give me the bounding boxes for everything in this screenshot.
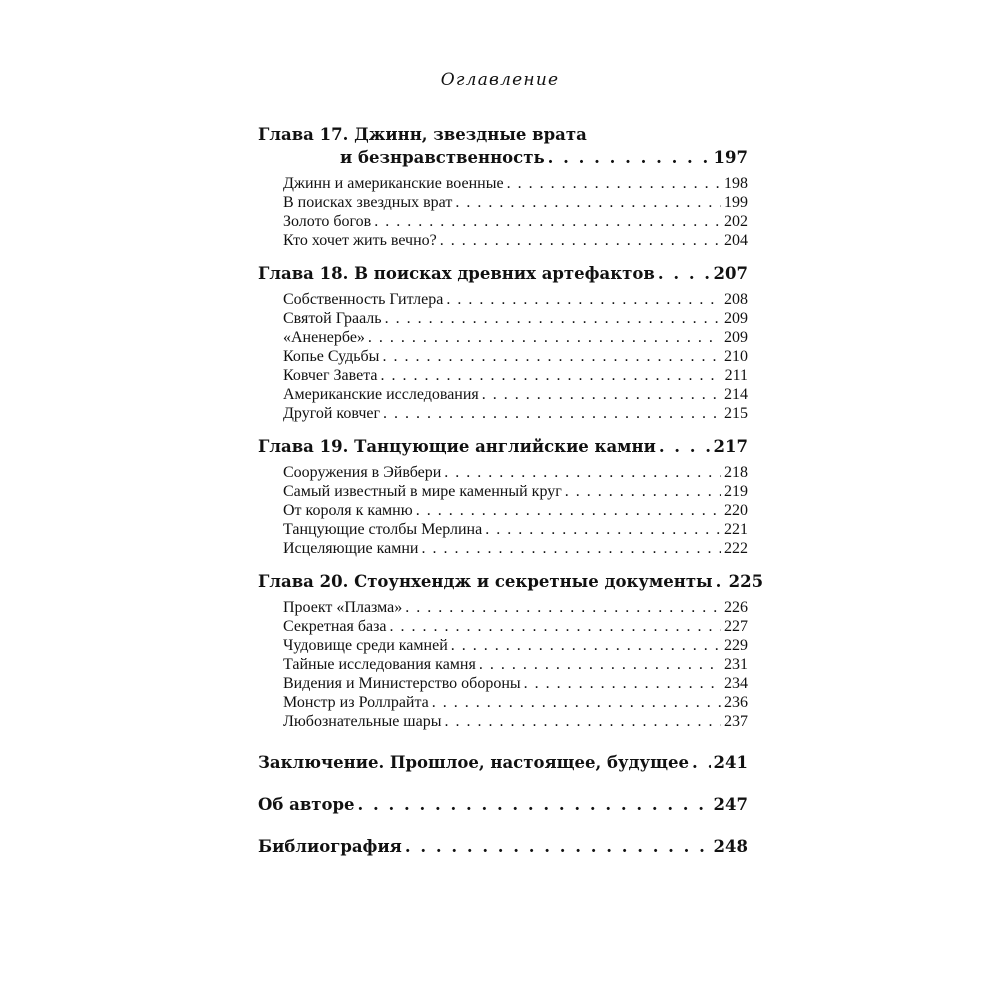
page-number: 199 — [724, 194, 748, 211]
dot-leader — [444, 463, 721, 482]
dot-leader — [421, 539, 721, 558]
section-entry[interactable] — [258, 674, 748, 693]
section-title: Тайные исследования камня — [283, 656, 476, 673]
dot-leader — [507, 174, 721, 193]
section-title: Ковчег Завета — [283, 367, 378, 384]
section-entry[interactable] — [258, 385, 748, 404]
page-number: 211 — [724, 367, 748, 384]
section-entry[interactable] — [258, 231, 748, 250]
page-number: 210 — [724, 348, 748, 365]
chapter-17 — [258, 124, 748, 250]
page-number: 218 — [724, 464, 748, 481]
dot-leader — [374, 212, 721, 231]
section-title: Сооружения в Эйвбери — [283, 464, 442, 481]
dot-leader — [385, 309, 721, 328]
dot-leader — [451, 636, 721, 655]
page-number: 219 — [724, 483, 748, 500]
dot-leader — [485, 520, 721, 539]
page-number: 226 — [724, 599, 748, 616]
dot-leader — [381, 366, 722, 385]
section-title: Чудовище среди камней — [283, 637, 448, 654]
section-list — [258, 174, 748, 250]
dot-leader — [432, 693, 721, 712]
section-entry[interactable] — [258, 712, 748, 731]
section-list — [258, 290, 748, 423]
chapter-entry[interactable] — [258, 435, 748, 459]
section-entry[interactable] — [258, 617, 748, 636]
back-matter-entry[interactable] — [258, 835, 748, 859]
section-entry[interactable] — [258, 366, 748, 385]
chapter-entry[interactable] — [258, 146, 748, 170]
section-entry[interactable] — [258, 290, 748, 309]
dot-leader — [482, 385, 721, 404]
section-entry[interactable] — [258, 463, 748, 482]
section-title: Святой Грааль — [283, 310, 382, 327]
section-entry[interactable] — [258, 501, 748, 520]
section-title: От короля к камню — [283, 502, 413, 519]
section-entry[interactable] — [258, 636, 748, 655]
page-number: 197 — [713, 148, 748, 167]
page-number: 217 — [713, 437, 748, 456]
back-matter-title: Заключение. Прошлое, настоящее, будущее — [258, 753, 689, 772]
dot-leader — [548, 146, 711, 170]
page-number: 202 — [724, 213, 748, 230]
section-entry[interactable] — [258, 347, 748, 366]
page-header: Оглавление — [440, 70, 560, 90]
section-title: Танцующие столбы Мерлина — [283, 521, 483, 538]
back-matter-title: Об авторе — [258, 795, 355, 814]
dot-leader — [524, 674, 721, 693]
section-entry[interactable] — [258, 174, 748, 193]
chapter-20 — [258, 570, 764, 731]
section-title: Видения и Министерство обороны — [283, 675, 521, 692]
section-title: Любознательные шары — [283, 713, 442, 730]
section-title: Копье Судьбы — [283, 348, 380, 365]
page-number: 237 — [724, 713, 748, 730]
section-title: В поисках звездных врат — [283, 194, 453, 211]
page-number: 215 — [724, 405, 748, 422]
page-number: 209 — [724, 310, 748, 327]
chapter-19 — [258, 435, 748, 558]
section-title: Монстр из Роллрайта — [283, 694, 429, 711]
section-entry[interactable] — [258, 193, 748, 212]
dot-leader — [405, 598, 721, 617]
section-entry[interactable] — [258, 328, 748, 347]
dot-leader — [455, 193, 721, 212]
page-number: 231 — [724, 656, 748, 673]
section-title: Кто хочет жить вечно? — [283, 232, 437, 249]
page-number: 207 — [713, 264, 748, 283]
chapter-title: Глава 19. Танцующие английские камни — [258, 437, 656, 456]
page-number: 227 — [724, 618, 748, 635]
chapter-18 — [258, 262, 748, 423]
page-number: 209 — [724, 329, 748, 346]
section-title: Исцеляющие камни — [283, 540, 419, 557]
dot-leader — [368, 328, 721, 347]
table-of-contents — [258, 124, 764, 877]
section-entry[interactable] — [258, 539, 748, 558]
chapter-title-continued: и безнравственность — [340, 148, 545, 167]
dot-leader — [390, 617, 721, 636]
dot-leader — [358, 793, 711, 817]
back-matter-entry[interactable] — [258, 793, 748, 817]
section-title: Секретная база — [283, 618, 387, 635]
dot-leader — [405, 835, 711, 859]
dot-leader — [658, 262, 711, 286]
section-title: Американские исследования — [283, 386, 479, 403]
dot-leader — [446, 290, 721, 309]
section-title: Другой ковчег — [283, 405, 381, 422]
section-entry[interactable] — [258, 693, 748, 712]
page-number: 225 — [728, 572, 764, 591]
dot-leader — [416, 501, 721, 520]
page-number: 220 — [724, 502, 748, 519]
page-number: 229 — [724, 637, 748, 654]
page-number: 241 — [713, 753, 748, 772]
page-number: 198 — [724, 175, 748, 192]
back-matter-title: Библиография — [258, 837, 402, 856]
page-number: 214 — [724, 386, 748, 403]
section-title: Джинн и американские военные — [283, 175, 504, 192]
page-number: 247 — [713, 795, 748, 814]
page-number: 208 — [724, 291, 748, 308]
section-entry[interactable] — [258, 655, 748, 674]
section-entry[interactable] — [258, 598, 748, 617]
page-number: 248 — [713, 837, 748, 856]
section-entry[interactable] — [258, 309, 748, 328]
section-entry[interactable] — [258, 404, 748, 423]
page-number: 236 — [724, 694, 748, 711]
page-number: 234 — [724, 675, 748, 692]
chapter-title: Глава 18. В поисках древних артефактов — [258, 264, 655, 283]
dot-leader — [440, 231, 721, 250]
section-entry[interactable] — [258, 482, 748, 501]
dot-leader — [659, 435, 711, 459]
dot-leader — [382, 347, 721, 366]
dot-leader — [383, 404, 721, 423]
dot-leader — [692, 751, 711, 775]
page-number: 222 — [724, 540, 748, 557]
page-number: 204 — [724, 232, 748, 249]
back-matter-entry[interactable] — [258, 751, 748, 775]
section-title: Проект «Плазма» — [283, 599, 403, 616]
dot-leader — [565, 482, 721, 501]
chapter-entry[interactable] — [258, 570, 764, 594]
dot-leader — [716, 570, 726, 594]
section-list — [258, 598, 748, 731]
section-entry[interactable] — [258, 212, 748, 231]
section-title: Золото богов — [283, 213, 372, 230]
chapter-entry[interactable] — [258, 262, 748, 286]
section-entry[interactable] — [258, 520, 748, 539]
chapter-title[interactable]: Глава 17. Джинн, звездные врата — [258, 125, 587, 144]
chapter-title: Глава 20. Стоунхендж и секретные документы — [258, 572, 713, 591]
section-title: «Аненербе» — [283, 329, 365, 346]
section-title: Собственность Гитлера — [283, 291, 444, 308]
section-title: Самый известный в мире каменный круг — [283, 483, 562, 500]
section-list — [258, 463, 748, 558]
dot-leader — [479, 655, 721, 674]
dot-leader — [444, 712, 721, 731]
page-number: 221 — [724, 521, 748, 538]
back-matter — [258, 751, 748, 859]
